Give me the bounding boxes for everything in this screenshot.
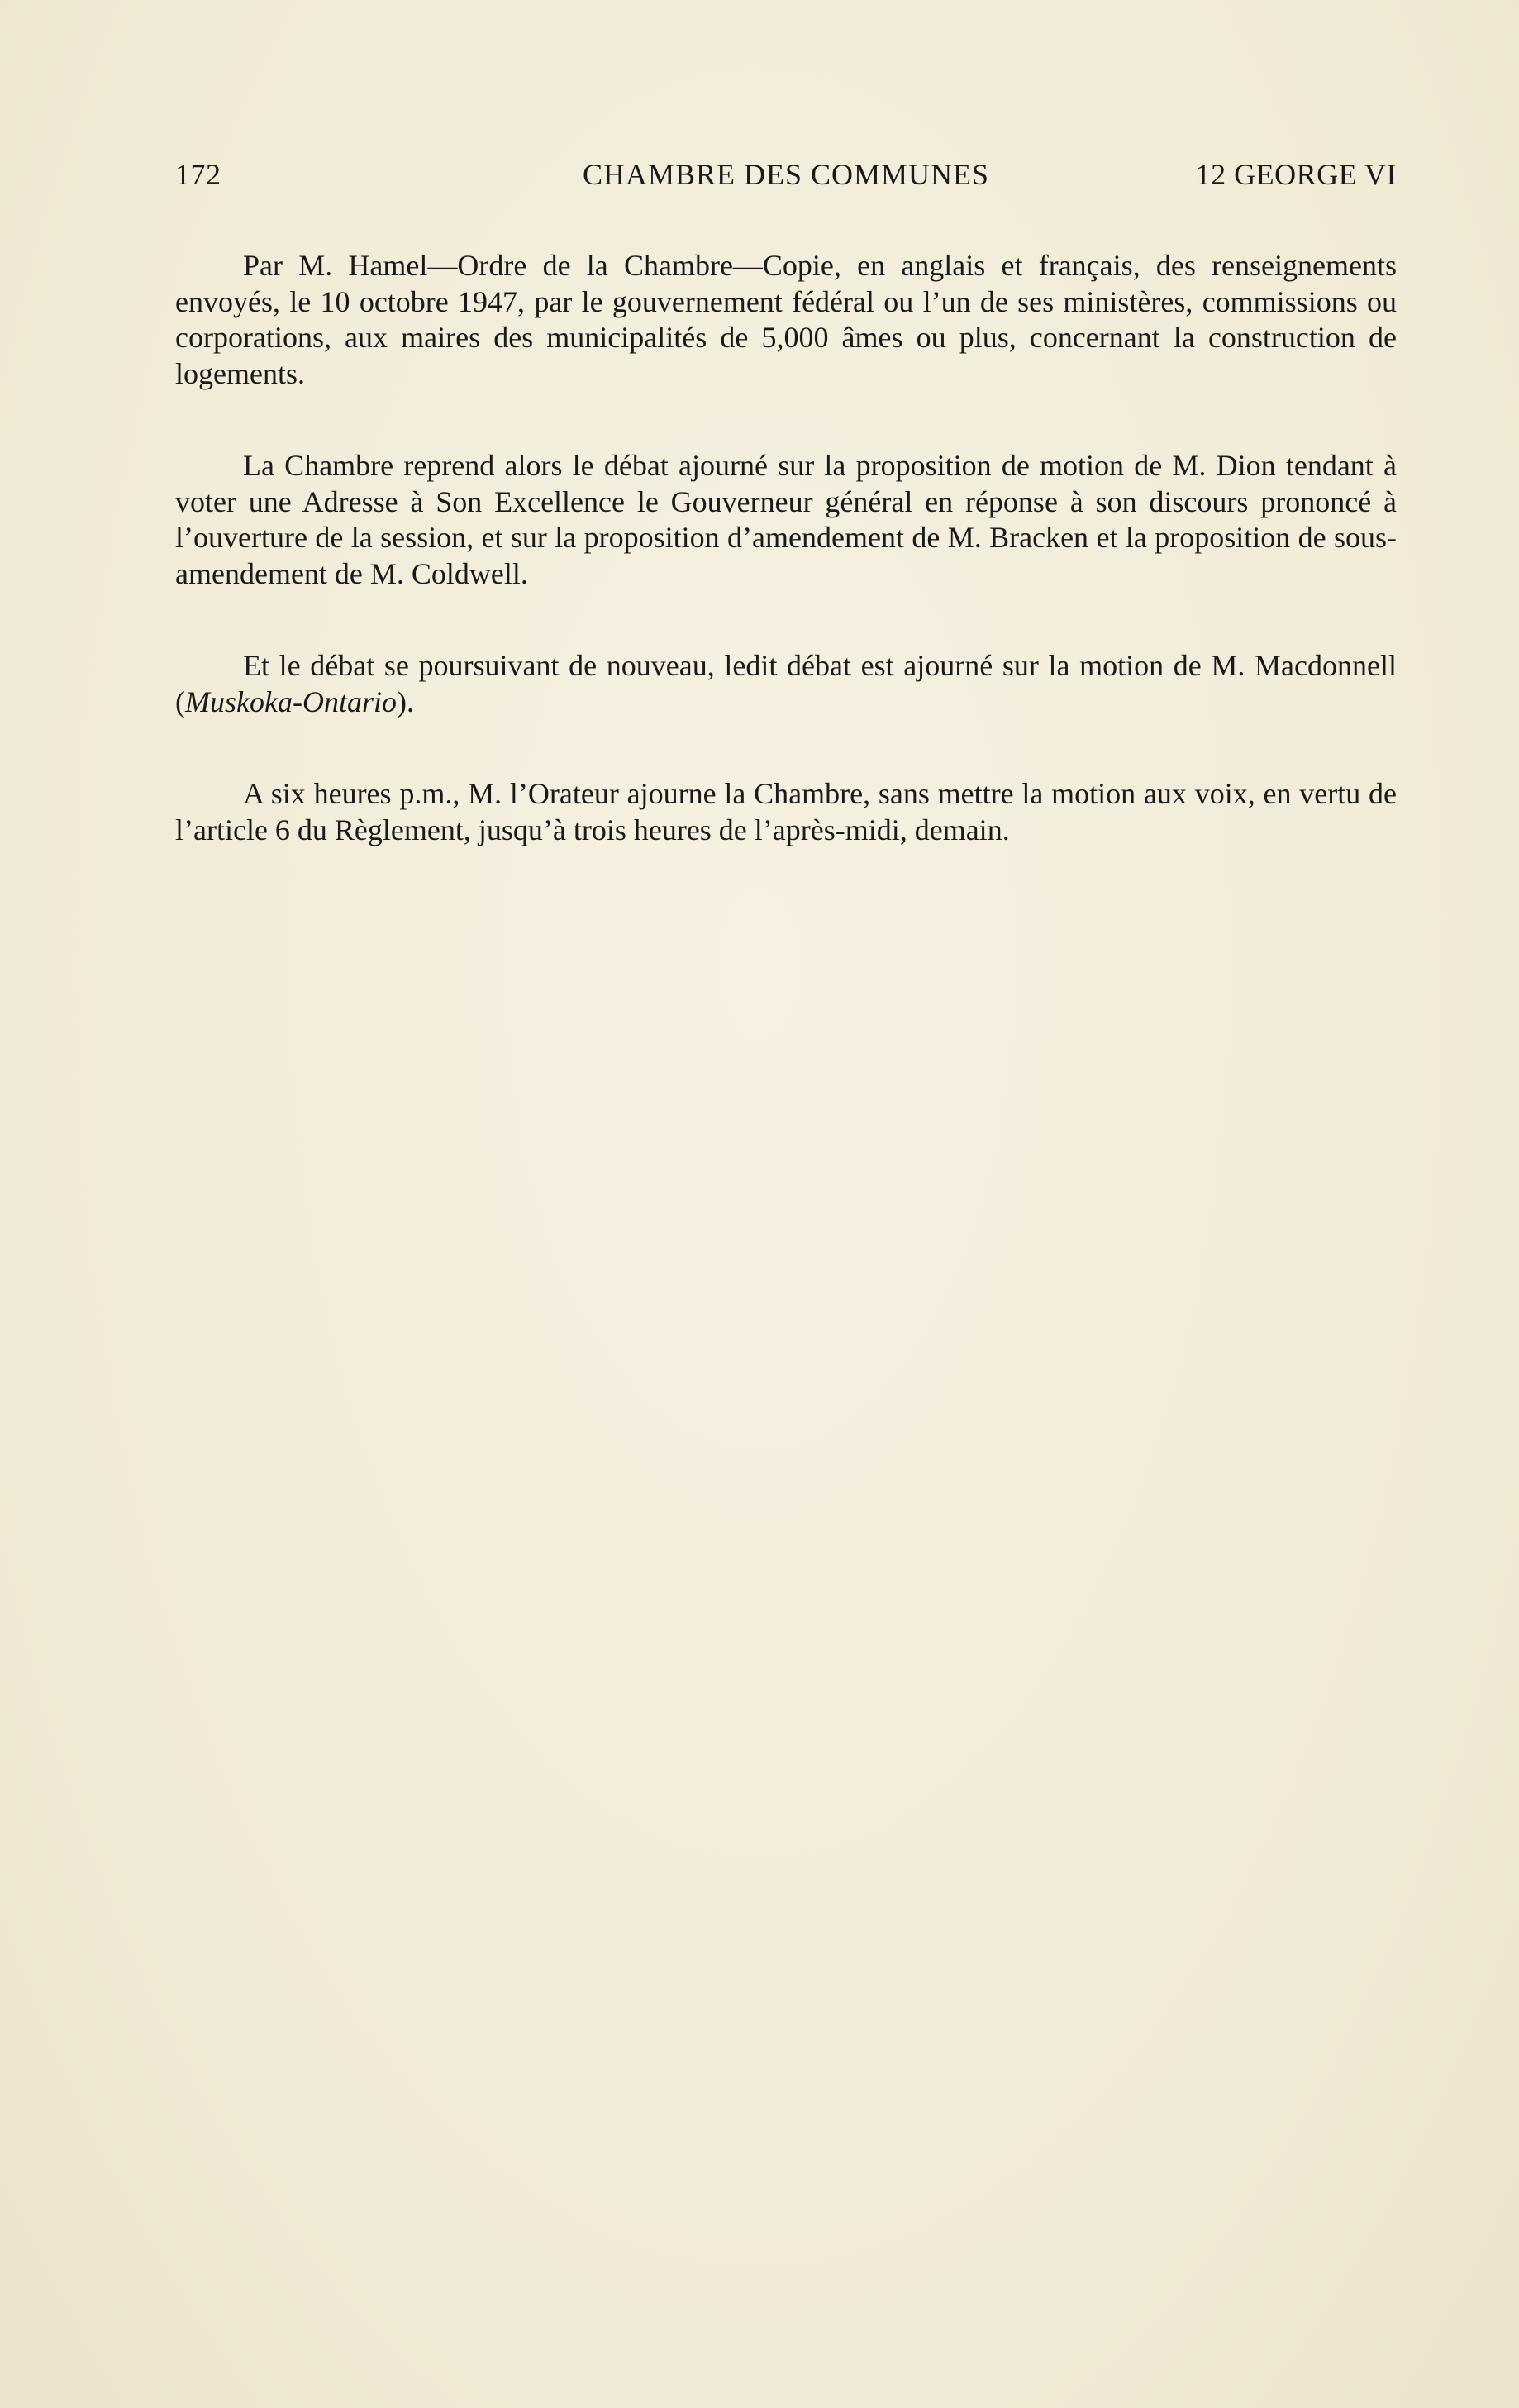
- riding-name: Muskoka-Ontario: [185, 684, 397, 718]
- paragraph-debate-adjourned: [175, 648, 1397, 720]
- paragraph-return-order: Par M. Hamel—Ordre de la Chambre—Copie, en anglais et français, des renseignements envoyés, le 10 octobre 1947, par le gouvernement fédéral ou l’un de ses ministères, commissions ou corporations, aux maires des municipalités de 5,000 âmes ou plus, concernant la construction de logements.: [175, 249, 1397, 390]
- regnal-year: 12 GEORGE VI: [1195, 158, 1397, 191]
- running-title: CHAMBRE DES COMMUNES: [582, 158, 990, 191]
- paragraph-debate-resumed: La Chambre reprend alors le débat ajourné sur la proposition de motion de M. Dion tendant à voter une Adresse à Son Excellence le Gouverneur général en réponse à son discours prononcé à l’ouverture de la session, et sur la proposition d’amendement de M. Bracken et la proposition de sous-amendement de M. Coldwell.: [175, 449, 1397, 590]
- body-text: [175, 248, 1397, 904]
- paragraph-text-before: Et le débat se poursuivant de nouveau, ledit débat est ajourné sur la motion de M. Macdonnell (: [175, 649, 1397, 718]
- paragraph-text-after: ).: [396, 684, 414, 718]
- page-header: [175, 157, 1397, 198]
- paragraph-house-adjourned: A six heures p.m., M. l’Orateur ajourne la Chambre, sans mettre la motion aux voix, en vertu de l’article 6 du Règlement, jusqu’à trois heures de l’après-midi, demain.: [175, 777, 1397, 846]
- page-number: 172: [175, 158, 221, 191]
